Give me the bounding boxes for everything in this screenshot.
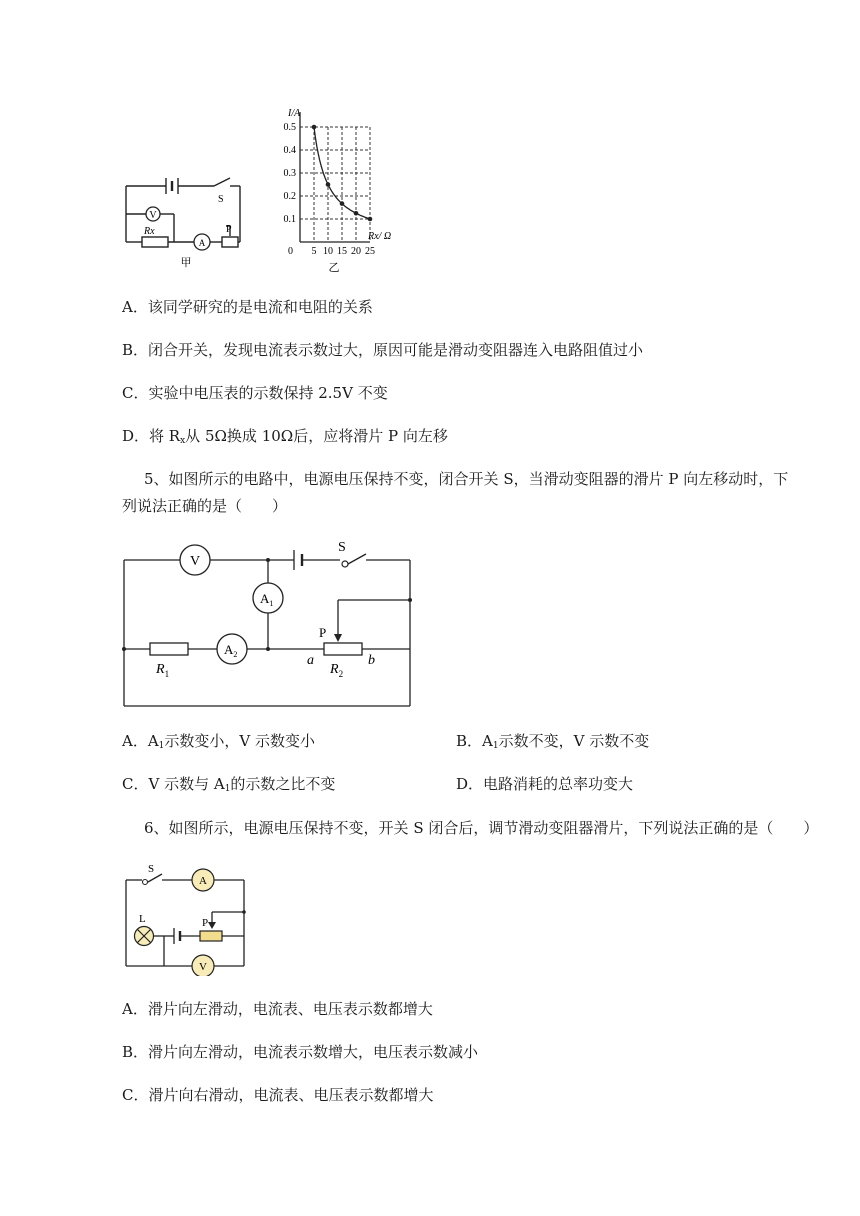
q5-option-c: C．V 示数与 $A_1$的示数之比不变: [122, 775, 336, 794]
terminal-a-label: a: [307, 653, 314, 668]
ammeter-label: A: [199, 875, 207, 887]
x-axis-label: Rx/ Ω: [368, 231, 392, 242]
data-point: [326, 182, 331, 187]
ammeter-a1-label: $A_1$: [260, 591, 274, 608]
ammeter-a2-label: $A_2$: [224, 642, 238, 659]
circuit-diagram-q5: [116, 536, 422, 714]
y-tick-label: 0.2: [283, 191, 296, 202]
y-axis-label: I/A: [288, 108, 301, 119]
q5-stem-line1: 5、如图所示的电路中，电源电压保持不变，闭合开关 S，当滑动变阻器的滑片 P 向左移动时，下: [144, 470, 789, 488]
q6-option-c: C．滑片向右滑动，电流表、电压表示数都增大: [122, 1086, 434, 1104]
y-tick-label: 0.1: [283, 214, 296, 225]
y-tick-label: 0.4: [283, 145, 296, 156]
circuit-diagram-jia: [118, 168, 250, 268]
y-tick-label: 0.3: [283, 168, 296, 179]
x-tick-label: 25: [365, 246, 375, 257]
voltmeter-label: V: [189, 554, 201, 569]
data-point: [354, 211, 359, 216]
slider-label: P: [226, 224, 232, 235]
chart-yi: [268, 104, 418, 276]
q4-option-c: C．实验中电压表的示数保持 2.5V 不变: [122, 384, 388, 402]
q6-option-a: A．滑片向左滑动，电流表、电压表示数都增大: [122, 1000, 433, 1018]
x-tick-label: 10: [323, 246, 333, 257]
q6-stem: 6、如图所示，电源电压保持不变，开关 S 闭合后，调节滑动变阻器滑片，下列说法正确的是（ ）: [144, 819, 819, 837]
q4-option-d: D．将 $R_x$从 5Ω换成 10Ω后，应将滑片 P 向左移: [122, 427, 448, 446]
origin-label: 0: [288, 246, 293, 257]
x-tick-label: 20: [351, 246, 361, 257]
voltmeter-label: V: [149, 210, 157, 221]
q5-option-a: A．$A_1$示数变小，V 示数变小: [122, 732, 316, 751]
data-point: [368, 217, 373, 222]
resistor-label: Rx: [144, 226, 155, 237]
q5-option-b: B．$A_1$示数不变，V 示数不变: [456, 732, 650, 751]
voltmeter-label: V: [199, 961, 207, 973]
q4-option-a: A．该同学研究的是电流和电阻的关系: [122, 298, 373, 316]
x-tick-label: 15: [337, 246, 347, 257]
y-tick-label: 0.5: [283, 122, 296, 133]
switch-label: S: [338, 540, 346, 555]
figure-caption-yi: 乙: [328, 262, 340, 274]
q5-stem-line2: 列说法正确的是（ ）: [122, 497, 288, 515]
data-point: [340, 201, 345, 206]
terminal-b-label: b: [368, 653, 375, 668]
x-tick-label: 5: [311, 246, 317, 257]
lamp-label: L: [139, 913, 146, 925]
data-point: [312, 125, 317, 130]
switch-label: S: [148, 863, 155, 875]
q6-option-b: B．滑片向左滑动，电流表示数增大，电压表示数减小: [122, 1043, 479, 1061]
slider-p-label: P: [319, 625, 327, 640]
q5-option-d: D．电路消耗的总率功变大: [456, 775, 634, 793]
switch-label: S: [218, 194, 224, 205]
circuit-diagram-q6: [118, 856, 254, 976]
ammeter-label: A: [198, 238, 206, 248]
resistor-r1-label: $R_1$: [156, 662, 170, 679]
slider-label: P: [202, 917, 209, 929]
figure-caption-jia: 甲: [180, 257, 192, 268]
resistor-r2-label: $R_2$: [330, 662, 344, 679]
q4-option-b: B．闭合开关，发现电流表示数过大，原因可能是滑动变阻器连入电路阻值过小: [122, 341, 644, 359]
